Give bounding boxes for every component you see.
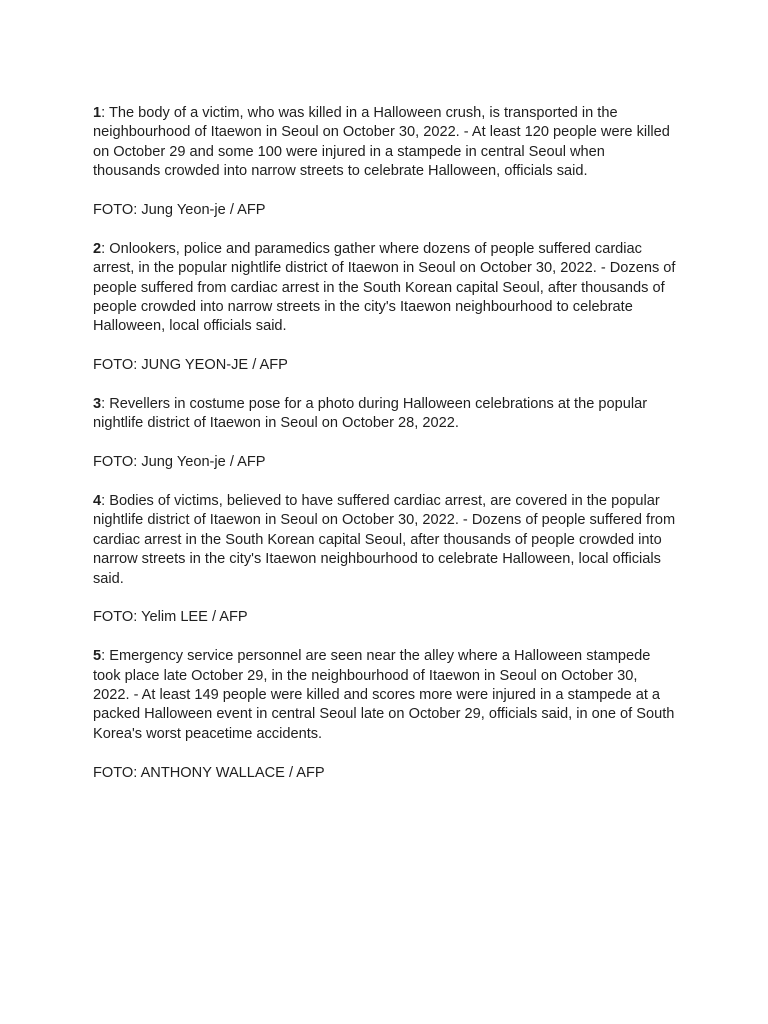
caption-paragraph <box>93 395 676 434</box>
caption-text: : Revellers in costume pose for a photo during Halloween celebrations at the popular nightlife district of Itaewon in Seoul on October 28, 2022. <box>93 396 648 432</box>
caption-text: : Emergency service personnel are seen near the alley where a Halloween stampede took place late October 29, in the neighbourhood of Itaewon in Seoul on October 30, 2022. - At least 149 people were killed and scores more were injured in a stampede at a packed Halloween event in central Seoul late on October 29, officials said, in one of South Korea's worst peacetime accidents. <box>93 648 675 742</box>
caption-number: 1 <box>93 105 102 121</box>
caption-5 <box>93 647 676 783</box>
caption-number: 5 <box>93 648 102 665</box>
caption-3 <box>93 395 676 473</box>
photo-credit: FOTO: ANTHONY WALLACE / AFP <box>93 764 325 781</box>
caption-text: : Bodies of victims, believed to have suffered cardiac arrest, are covered in the popular nightlife district of Itaewon in Seoul on October 30, 2022. - Dozens of people suffered from cardiac arrest in the South Korean capital Seoul, after thousands of people crowded into narrow streets in the city's Itaewon neighbourhood to celebrate Halloween, local officials said. <box>93 493 676 587</box>
caption-number: 4 <box>93 493 102 510</box>
photo-credit: FOTO: Jung Yeon-je / AFP <box>93 454 266 471</box>
photo-credit: FOTO: Yelim LEE / AFP <box>93 609 248 626</box>
photo-credit: FOTO: Jung Yeon-je / AFP <box>93 202 266 219</box>
photo-credit: FOTO: JUNG YEON-JE / AFP <box>93 357 288 374</box>
caption-4 <box>93 492 676 628</box>
caption-1 <box>93 104 676 220</box>
caption-paragraph <box>93 240 676 337</box>
caption-text: : Onlookers, police and paramedics gather where dozens of people suffered cardiac arrest, in the popular nightlife district of Itaewon in Seoul on October 30, 2022. - Dozens of people suffered from cardiac arrest in the South Korean capital Seoul, after thousands of people crowded into narrow streets in the city's Itaewon neighbourhood to celebrate Halloween, local officials said. <box>93 240 676 335</box>
caption-paragraph <box>93 647 676 744</box>
caption-paragraph <box>93 492 676 589</box>
caption-number: 3 <box>93 396 102 413</box>
caption-text: : The body of a victim, who was killed in a Halloween crush, is transported in the neighbourhood of Itaewon in Seoul on October 30, 2022. - At least 120 people were killed on October 29 and some 100 were injured in a stampede in central Seoul when thousands crowded into narrow streets to celebrate Halloween, officials said. <box>93 105 670 180</box>
caption-number: 2 <box>93 240 102 257</box>
caption-paragraph <box>93 104 676 182</box>
caption-2 <box>93 240 676 376</box>
